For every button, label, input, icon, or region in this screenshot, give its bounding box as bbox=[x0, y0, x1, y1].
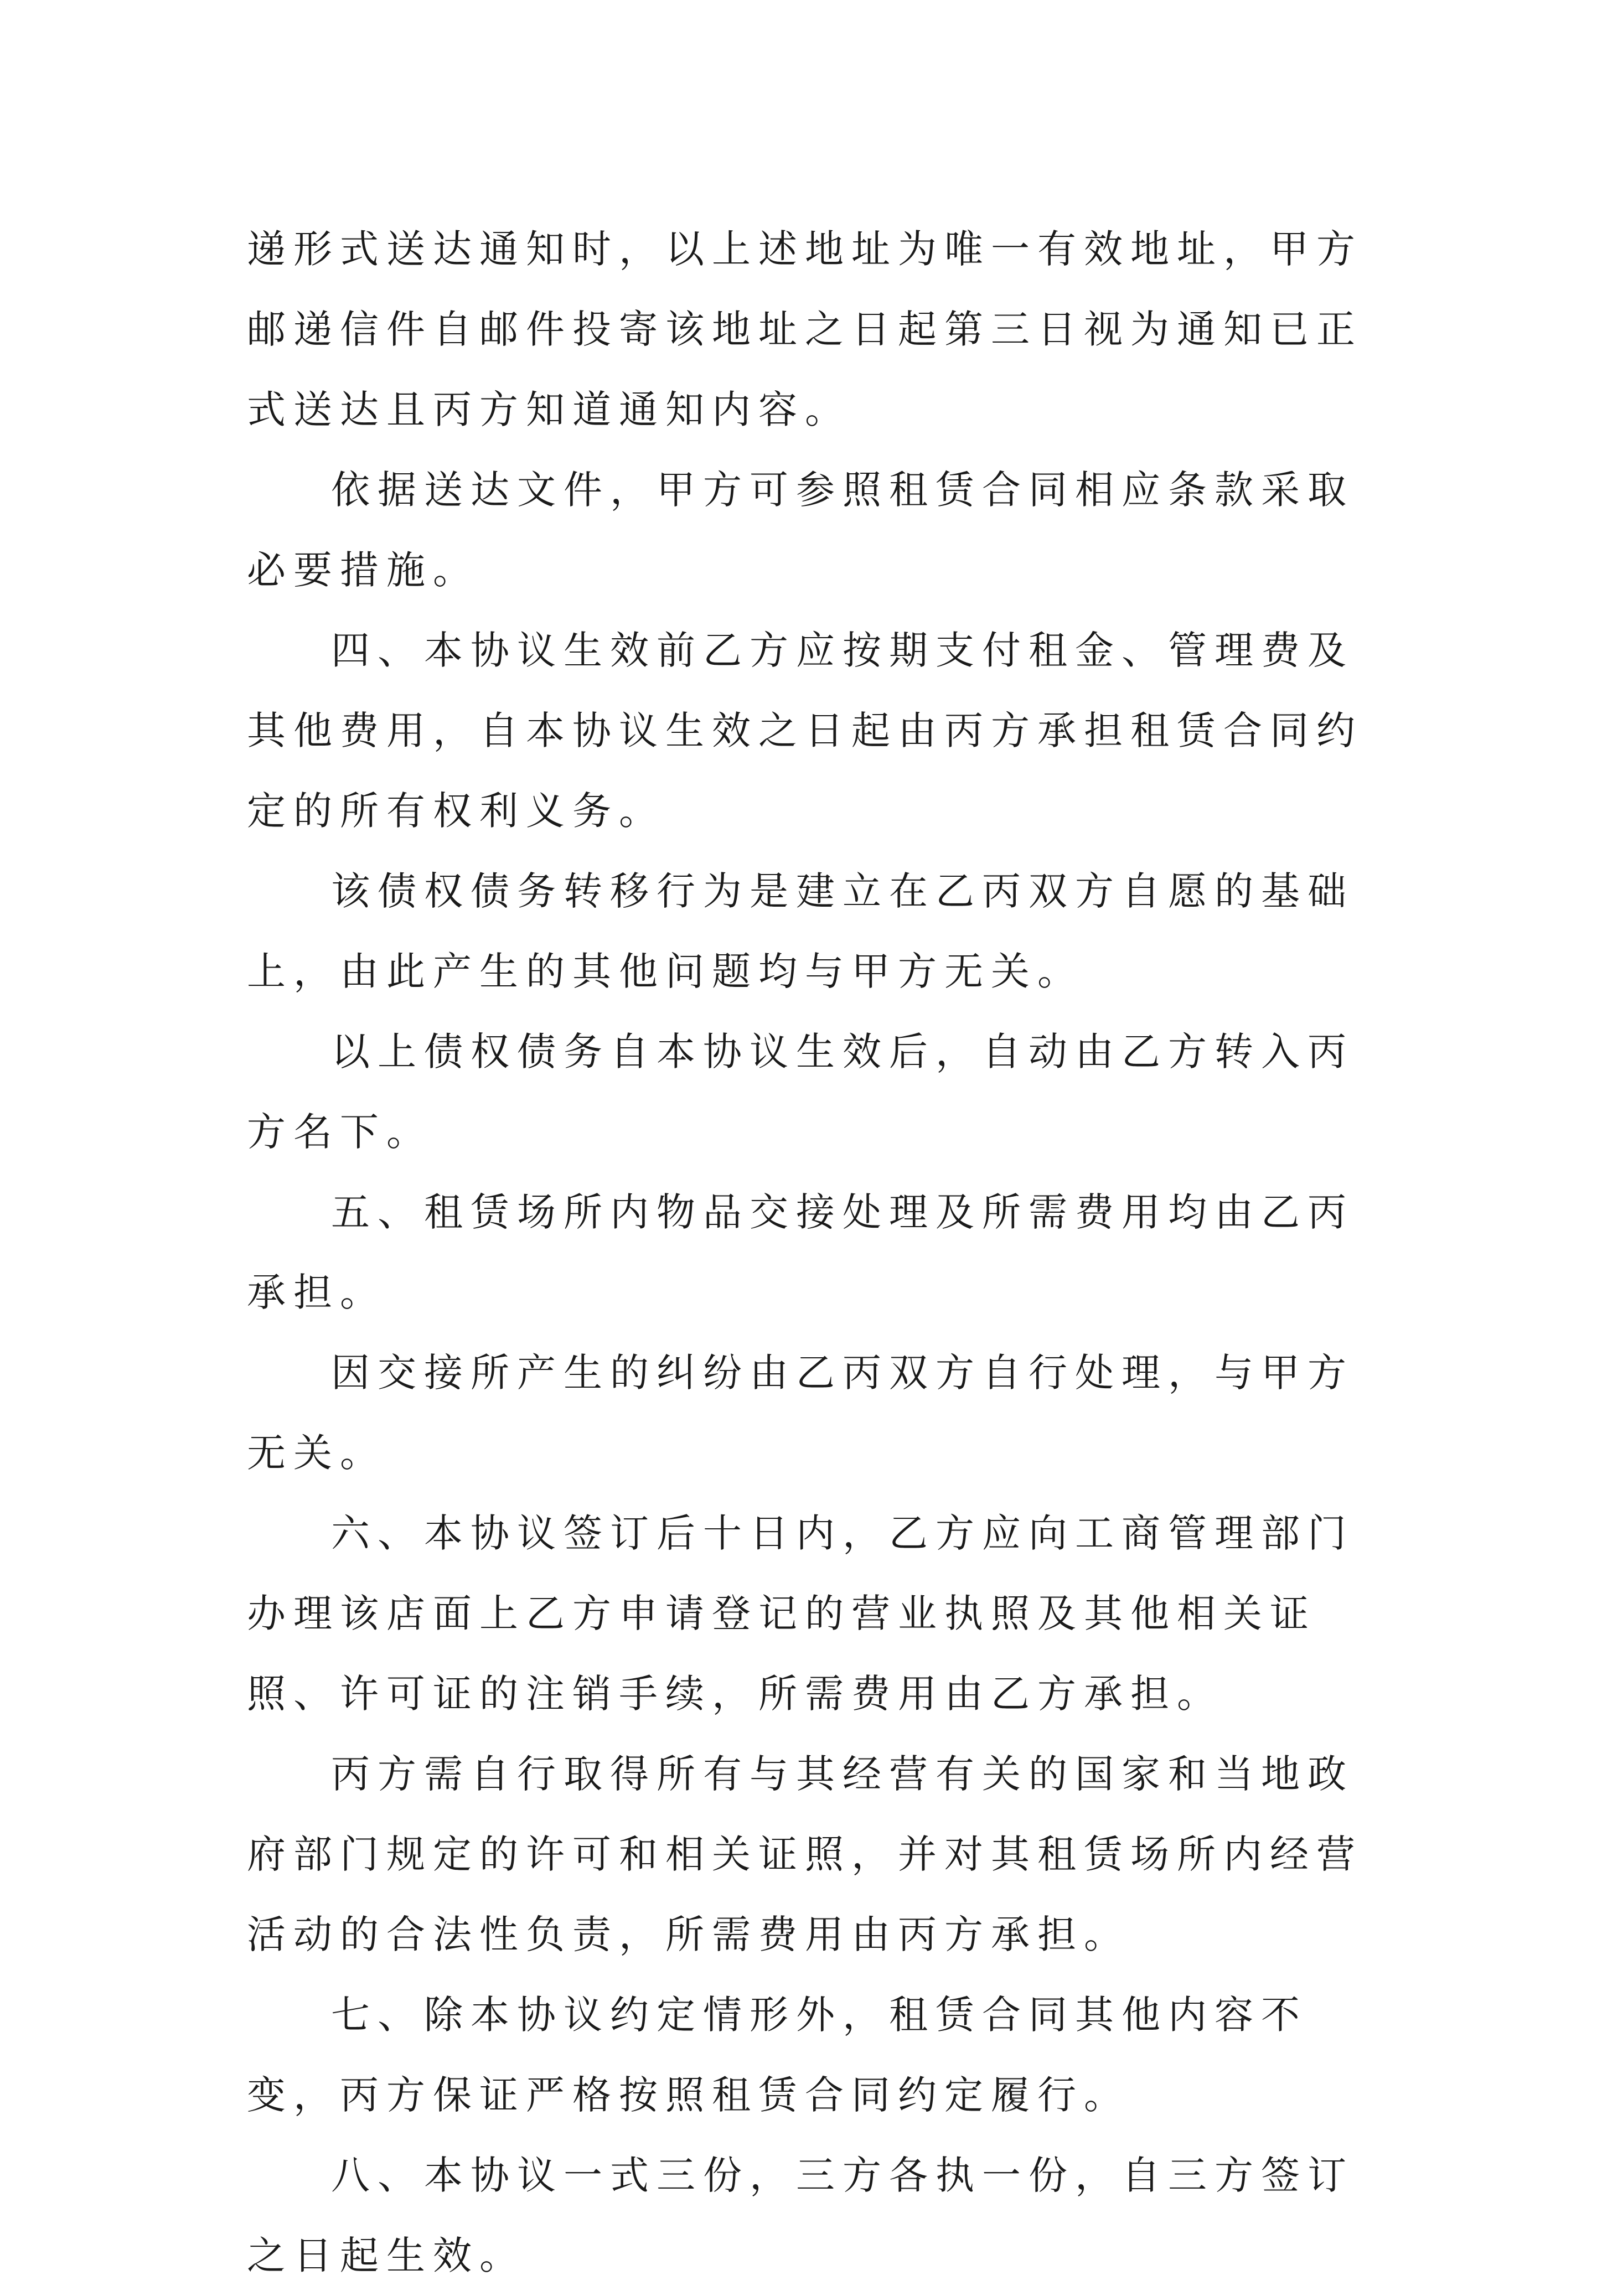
paragraph: 八、本协议一式三份，三方各执一份，自三方签订之日起生效。 bbox=[247, 2153, 1354, 2278]
paragraph: 丙方需自行取得所有与其经营有关的国家和当地政府部门规定的许可和相关证照，并对其租赁场所内经营活动的合法性负责，所需费用由丙方承担。 bbox=[247, 1751, 1363, 1957]
paragraph: 该债权债务转移行为是建立在乙丙双方自愿的基础上，由此产生的其他问题均与甲方无关。 bbox=[247, 868, 1354, 994]
paragraph: 六、本协议签订后十日内，乙方应向工商管理部门办理该店面上乙方申请登记的营业执照及其他相关证照、许可证的注销手续，所需费用由乙方承担。 bbox=[247, 1511, 1354, 1716]
paragraph: 四、本协议生效前乙方应按期支付租金、管理费及其他费用，自本协议生效之日起由丙方承担租赁合同约定的所有权利义务。 bbox=[247, 628, 1363, 834]
paragraph: 以上债权债务自本协议生效后，自动由乙方转入丙方名下。 bbox=[247, 1029, 1354, 1155]
paragraph: 递形式送达通知时，以上述地址为唯一有效地址，甲方邮递信件自邮件投寄该地址之日起第三日视为通知已正式送达且丙方知道通知内容。 bbox=[247, 226, 1363, 432]
paragraph: 依据送达文件，甲方可参照租赁合同相应条款采取必要措施。 bbox=[247, 467, 1354, 593]
paragraph: 因交接所产生的纠纷由乙丙双方自行处理，与甲方无关。 bbox=[247, 1350, 1354, 1476]
paragraph: 七、除本协议约定情形外，租赁合同其他内容不变，丙方保证严格按照租赁合同约定履行。 bbox=[247, 1992, 1308, 2118]
document-body bbox=[247, 209, 1373, 2296]
paragraph: 五、租赁场所内物品交接处理及所需费用均由乙丙承担。 bbox=[247, 1190, 1354, 1315]
